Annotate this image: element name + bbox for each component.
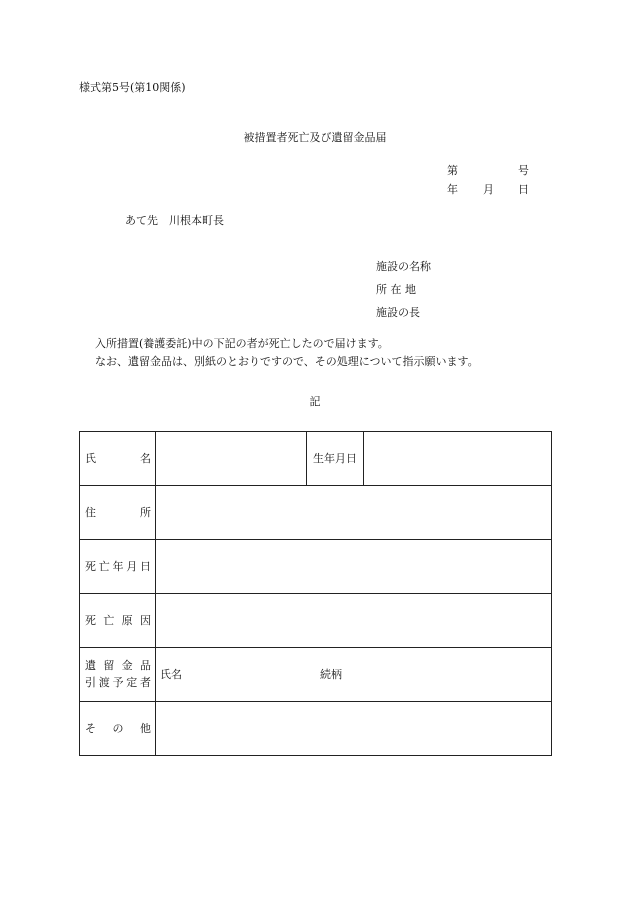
other-label-char: 他: [140, 721, 151, 735]
date-day: 日: [518, 183, 529, 196]
heir-value-cell[interactable]: [156, 648, 552, 702]
birthdate-label: 生年月日: [307, 432, 364, 486]
table-row-other: [80, 702, 552, 756]
death-cause-label-char: 死: [85, 613, 96, 627]
heir-label-char: 定: [126, 676, 138, 689]
birthdate-value-cell[interactable]: [364, 432, 552, 486]
notification-table: [79, 431, 552, 756]
table-row-death-cause: [80, 594, 552, 648]
name-value-cell[interactable]: [156, 432, 307, 486]
death-cause-label-cell: [80, 594, 156, 648]
death-date-label-char: 死: [85, 559, 96, 573]
address-value-cell[interactable]: [156, 486, 552, 540]
heir-relation-label: 続柄: [320, 667, 342, 681]
death-date-label-cell: [80, 540, 156, 594]
death-date-label-char: 年: [112, 559, 124, 573]
other-value-cell[interactable]: [156, 702, 552, 756]
death-cause-label-char: 亡: [103, 613, 115, 627]
name-label-char: 名: [140, 451, 151, 465]
death-cause-label-char: 因: [139, 613, 151, 627]
address-label-char: 住: [85, 505, 96, 519]
name-label-cell: [80, 432, 156, 486]
other-label-char: そ: [85, 721, 96, 735]
heir-label-char: 引: [85, 676, 96, 689]
death-date-value-cell[interactable]: [156, 540, 552, 594]
form-number: 様式第5号(第10関係): [79, 81, 186, 94]
facility-head-label: 施設の長: [376, 306, 420, 319]
document-title: 被措置者死亡及び遺留金品届: [243, 131, 387, 144]
heir-label-char: 者: [140, 676, 151, 689]
body-text-line-2: なお、遺留金品は、別紙のとおりですので、その処理について指示願います。: [95, 355, 479, 368]
table-row-name: [80, 432, 552, 486]
heir-label-cell: [80, 648, 156, 702]
date-year: 年: [447, 183, 458, 196]
table-row-death-date: [80, 540, 552, 594]
heir-name-label: 氏名: [160, 667, 182, 681]
facility-name-label: 施設の名称: [376, 260, 431, 273]
heir-label-char: 遺: [85, 659, 96, 672]
heir-label-char: 予: [112, 676, 124, 689]
other-label-char: の: [112, 721, 124, 735]
address-label-char: 所: [140, 505, 151, 519]
heir-label-char: 留: [103, 659, 115, 672]
facility-location-label: 所 在 地: [376, 283, 416, 296]
ki-heading: 記: [309, 395, 321, 408]
address-label-cell: [80, 486, 156, 540]
table-row-heir: [80, 648, 552, 702]
death-date-label-char: 亡: [98, 559, 110, 573]
table-row-address: [80, 486, 552, 540]
death-cause-label-char: 原: [121, 613, 133, 627]
heir-label-char: 品: [139, 659, 151, 672]
body-text-line-1: 入所措置(養護委託)中の下記の者が死亡したので届けます。: [95, 337, 389, 350]
death-date-label-char: 日: [140, 559, 151, 573]
number-prefix: 第: [447, 164, 458, 177]
date-month: 月: [483, 183, 494, 196]
death-cause-value-cell[interactable]: [156, 594, 552, 648]
name-label-char: 氏: [85, 451, 96, 465]
other-label-cell: [80, 702, 156, 756]
heir-label-char: 金: [121, 659, 133, 672]
death-date-label-char: 月: [126, 559, 138, 573]
addressee: あて先 川根本町長: [125, 214, 224, 227]
number-suffix: 号: [518, 164, 529, 177]
heir-label-char: 渡: [98, 676, 110, 689]
